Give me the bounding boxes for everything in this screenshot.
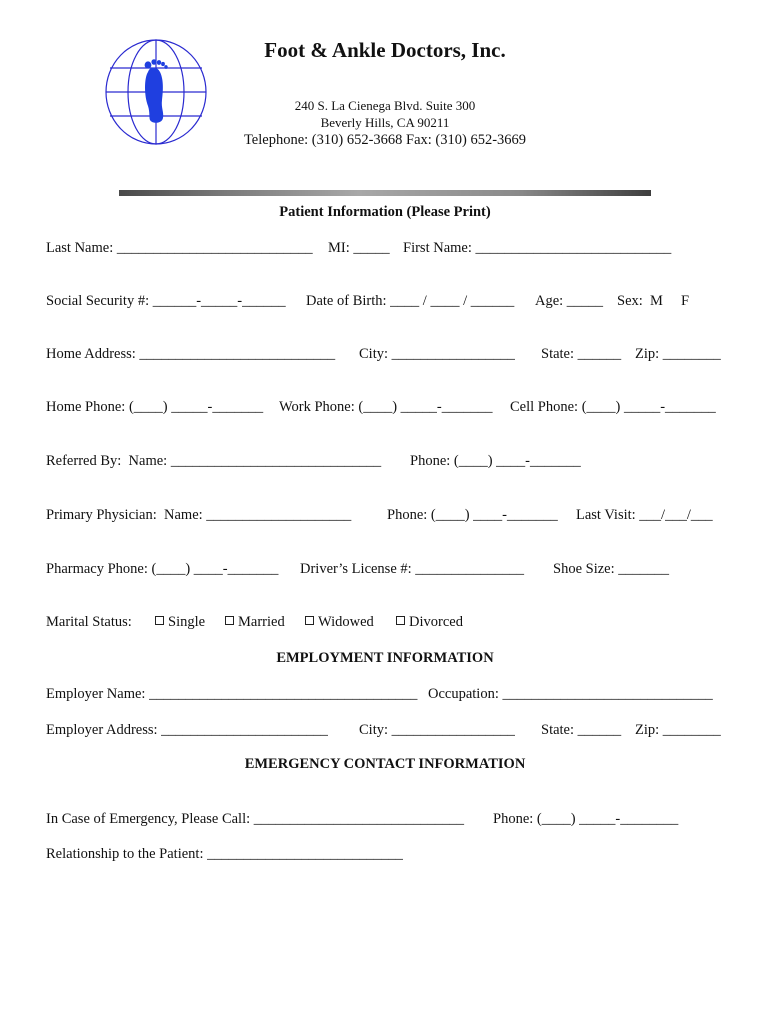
primary-physician-phone-field[interactable]: Phone: (____) ____-_______ bbox=[387, 507, 558, 523]
employer-city-field[interactable]: City: _________________ bbox=[359, 722, 515, 738]
employer-state-field[interactable]: State: ______ bbox=[541, 722, 622, 738]
mi-field[interactable]: MI: _____ bbox=[328, 240, 390, 256]
address-line-1: 240 S. La Cienega Blvd. Suite 300 bbox=[294, 98, 476, 113]
home-address-field[interactable]: Home Address: ___________________________ bbox=[46, 346, 336, 362]
dob-field[interactable]: Date of Birth: ____ / ____ / ______ bbox=[306, 293, 515, 309]
first-name-field[interactable]: First Name: ___________________________ bbox=[403, 240, 672, 256]
relationship-field[interactable]: Relationship to the Patient: ___________________________ bbox=[46, 846, 403, 862]
company-name: Foot & Ankle Doctors, Inc. bbox=[264, 38, 506, 62]
shoe-size-field[interactable]: Shoe Size: _______ bbox=[553, 561, 669, 577]
option-label: Divorced bbox=[409, 614, 463, 630]
cell-phone-field[interactable]: Cell Phone: (____) _____-_______ bbox=[510, 399, 716, 415]
marital-status-label: Marital Status: bbox=[46, 614, 132, 630]
emergency-heading: EMERGENCY CONTACT INFORMATION bbox=[244, 756, 526, 772]
employer-address-field[interactable]: Employer Address: _______________________ bbox=[46, 722, 328, 738]
work-phone-field[interactable]: Work Phone: (____) _____-_______ bbox=[279, 399, 493, 415]
checkbox-icon[interactable] bbox=[225, 616, 234, 625]
option-label: Widowed bbox=[318, 614, 374, 630]
emergency-phone-field[interactable]: Phone: (____) _____-________ bbox=[493, 811, 679, 827]
option-label: Married bbox=[238, 614, 285, 630]
primary-physician-name-field[interactable]: Primary Physician: Name: ____________________ bbox=[46, 507, 352, 523]
pharmacy-phone-field[interactable]: Pharmacy Phone: (____) ____-_______ bbox=[46, 561, 279, 577]
employer-zip-field[interactable]: Zip: ________ bbox=[635, 722, 721, 738]
ssn-field[interactable]: Social Security #: ______-_____-______ bbox=[46, 293, 286, 309]
marital-option-married[interactable] bbox=[225, 614, 285, 631]
checkbox-icon[interactable] bbox=[155, 616, 164, 625]
drivers-license-field[interactable]: Driver’s License #: _______________ bbox=[300, 561, 525, 577]
marital-option-single[interactable] bbox=[155, 614, 205, 631]
last-visit-field[interactable]: Last Visit: ___/___/___ bbox=[576, 507, 713, 523]
referred-by-phone-field[interactable]: Phone: (____) ____-_______ bbox=[410, 453, 581, 469]
address-line-2: Beverly Hills, CA 90211 bbox=[320, 115, 450, 130]
employment-heading: EMPLOYMENT INFORMATION bbox=[276, 650, 494, 666]
zip-field[interactable]: Zip: ________ bbox=[635, 346, 721, 362]
checkbox-icon[interactable] bbox=[305, 616, 314, 625]
sex-field[interactable]: Sex: M F bbox=[617, 293, 690, 309]
occupation-field[interactable]: Occupation: _____________________________ bbox=[428, 686, 713, 702]
marital-option-widowed[interactable] bbox=[305, 614, 374, 631]
option-label: Single bbox=[168, 614, 206, 630]
last-name-field[interactable]: Last Name: ___________________________ bbox=[46, 240, 313, 256]
state-field[interactable]: State: ______ bbox=[541, 346, 622, 362]
emergency-contact-field[interactable]: In Case of Emergency, Please Call: _____________________________ bbox=[46, 811, 465, 827]
age-field[interactable]: Age: _____ bbox=[535, 293, 604, 309]
checkbox-icon[interactable] bbox=[396, 616, 405, 625]
patient-info-heading: Patient Information (Please Print) bbox=[279, 204, 491, 220]
employer-name-field[interactable]: Employer Name: _____________________________________ bbox=[46, 686, 418, 702]
header-divider bbox=[119, 190, 651, 196]
city-field[interactable]: City: _________________ bbox=[359, 346, 515, 362]
referred-by-name-field[interactable]: Referred By: Name: _____________________________ bbox=[46, 453, 382, 469]
telephone-fax: Telephone: (310) 652-3668 Fax: (310) 652-3669 bbox=[243, 132, 527, 148]
globe-foot-logo bbox=[104, 38, 208, 146]
marital-option-divorced[interactable] bbox=[396, 614, 463, 631]
home-phone-field[interactable]: Home Phone: (____) _____-_______ bbox=[46, 399, 264, 415]
